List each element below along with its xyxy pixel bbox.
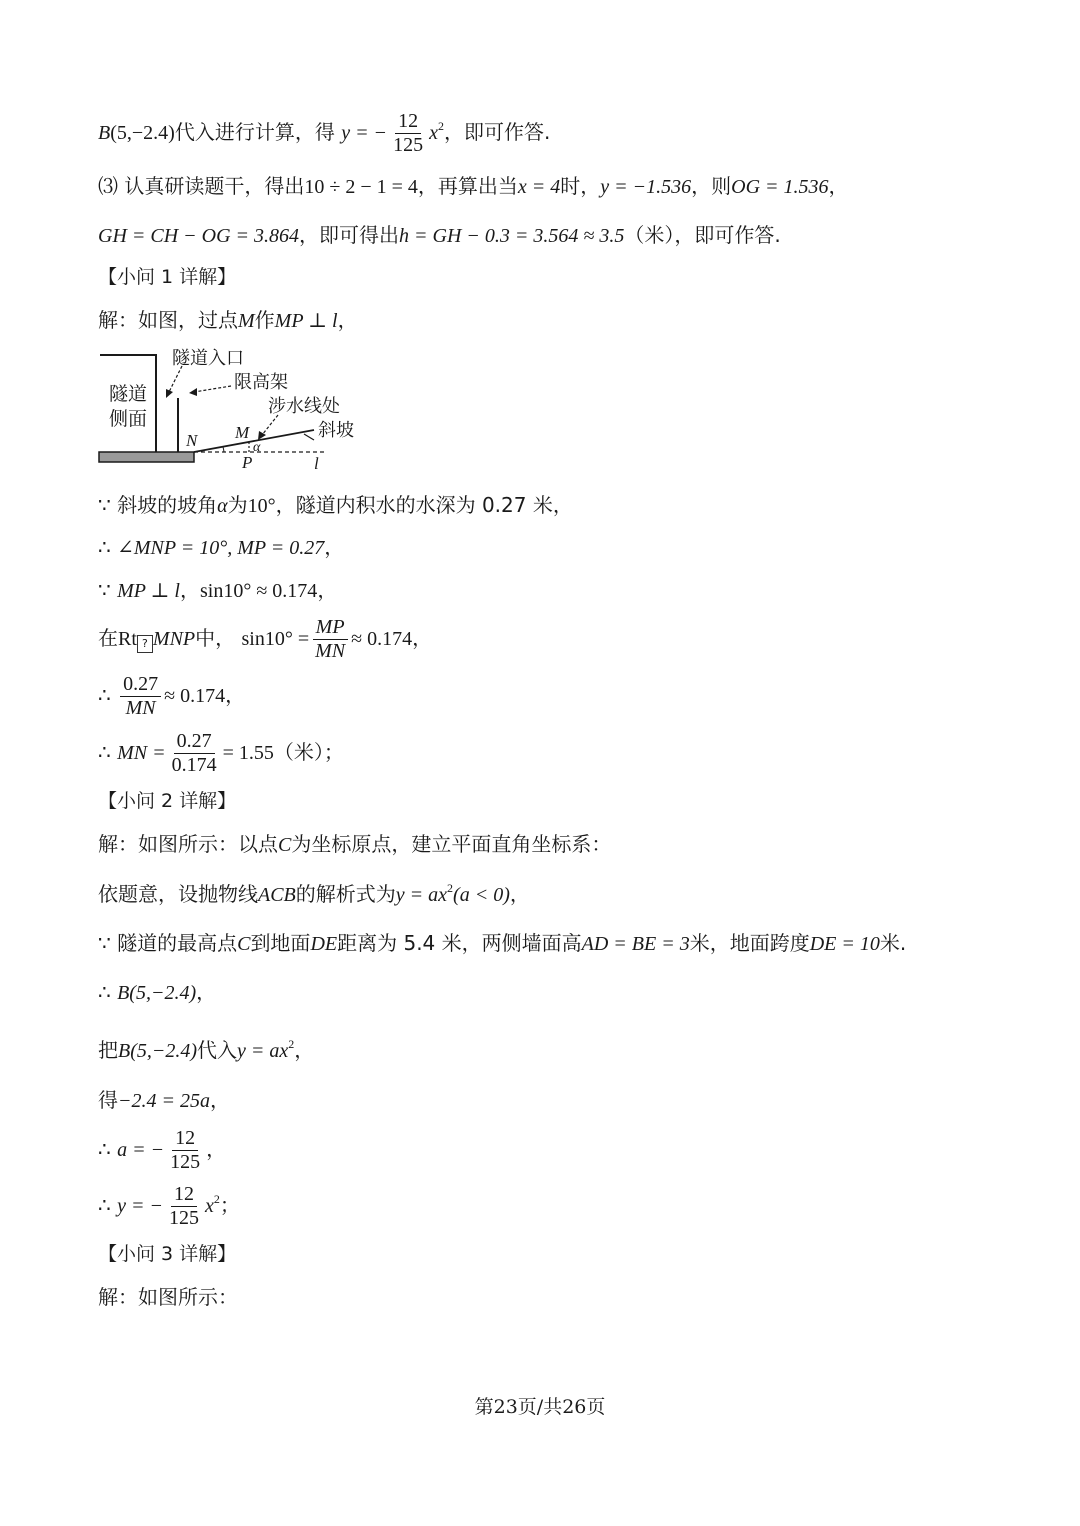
math: ≈ 0.174 [351, 628, 413, 650]
text: 时， [560, 174, 601, 198]
text-line-6 [98, 537, 344, 558]
text-line-18 [98, 1183, 240, 1230]
text: ∵ 隧道的最高点 [98, 931, 238, 955]
text: ， [509, 882, 530, 906]
label-M: M [235, 423, 250, 442]
text: ， [337, 308, 358, 332]
fraction-denominator: 125 [170, 1151, 201, 1173]
text: ， [294, 1038, 315, 1062]
therefore-symbol: ∴ [98, 982, 111, 1004]
exponent: 2 [213, 1192, 220, 1206]
text: ， [225, 683, 246, 707]
text: （米），即可作答. [624, 223, 781, 247]
heading-q2: 【小问 2 详解】 [98, 790, 237, 812]
text-line-1 [98, 110, 550, 157]
exponent: 2 [288, 1037, 295, 1051]
label-slope: 斜坡 [318, 420, 354, 441]
label-N: N [186, 431, 198, 450]
fraction-numerator: 12 [172, 1127, 198, 1151]
math: sin10° = [241, 628, 310, 650]
fraction [390, 110, 426, 157]
math: x = 4 [517, 176, 561, 198]
arrow-height-limit [194, 386, 231, 392]
text-line-19 [98, 1287, 238, 1307]
math: Rt [118, 628, 137, 650]
math: sin10° ≈ 0.174 [199, 580, 318, 602]
exponent: 2 [447, 881, 454, 895]
text: 在 [98, 626, 118, 650]
math: x [429, 122, 438, 144]
math: −2.4 = 25a [118, 1090, 210, 1112]
arrow-waterline [262, 415, 278, 435]
fraction-numerator: MP [313, 616, 348, 640]
page-footer: 第23页/共26页 [474, 1396, 606, 1418]
text-line-4 [98, 310, 358, 331]
fraction [312, 616, 348, 663]
slope-pointer [304, 434, 314, 440]
ground-block [99, 452, 194, 462]
math: a = − [117, 1139, 165, 1161]
math: MP ⊥ l [274, 310, 338, 332]
text: ； [219, 1193, 240, 1217]
label-P: P [242, 453, 253, 472]
text: 得 [98, 1088, 118, 1112]
text-line-12 [98, 882, 530, 905]
fraction-numerator: 12 [171, 1183, 197, 1207]
label-tunnel-entrance: 隧道入口 [172, 348, 244, 369]
text: ， [317, 578, 338, 602]
text-line-17 [98, 1127, 226, 1174]
fraction-numerator: 0.27 [120, 673, 161, 697]
math: 10° [247, 495, 276, 517]
math: AD = BE = 3 [581, 933, 690, 955]
math: = 1.55 [222, 742, 274, 764]
missing-glyph-box: ? [137, 635, 153, 653]
text: ， [210, 1088, 230, 1112]
text: 依题意，设抛物线 [98, 882, 258, 906]
text: ， [179, 578, 200, 602]
math: OG = 1.536 [731, 176, 829, 198]
therefore-symbol: ∴ [98, 1195, 111, 1217]
text: 解：如图，过点 [98, 308, 238, 332]
arrow-head [189, 388, 197, 396]
text: 米，地面跨度 [689, 931, 810, 955]
fraction-numerator: 12 [395, 110, 421, 134]
fraction-denominator: MN [315, 640, 346, 662]
exponent: 2 [437, 119, 444, 133]
arrow-entrance [168, 366, 182, 394]
math: DE [310, 933, 338, 955]
text: ， [206, 1137, 227, 1161]
fraction [120, 673, 161, 720]
fraction [167, 1127, 203, 1174]
math: 10 ÷ 2 − 1 = 4 [304, 176, 418, 198]
text: ∵ 斜坡的坡角 [98, 493, 218, 517]
math: h = GH − 0.3 = 3.564 ≈ 3.5 [399, 225, 625, 247]
math: MP ⊥ l [117, 580, 180, 602]
text: 为 [227, 493, 248, 517]
fraction-denominator: MN [125, 697, 156, 719]
math: C [237, 933, 251, 955]
text: ⑶ 认真研读题干，得出 [98, 174, 305, 198]
math: B(5,−2.4) [117, 982, 197, 1004]
text: ， [324, 535, 345, 559]
math: MNP [152, 628, 196, 650]
label-height-limit: 限高架 [234, 372, 288, 393]
text-line-8 [98, 616, 432, 663]
text: 中， [195, 626, 236, 650]
text-line-14 [98, 982, 216, 1003]
text: 解：如图所示： [98, 1285, 238, 1309]
math-point: (5,−2.4) [110, 122, 175, 144]
heading-q1: 【小问 1 详解】 [98, 266, 237, 288]
text: ， [196, 980, 217, 1004]
text: ，隧道内积水的水深为 0.27 米， [275, 493, 573, 517]
label-waterline: 涉水线处 [268, 396, 340, 417]
tunnel-slope-diagram [96, 340, 376, 475]
therefore-symbol: ∴ [98, 1139, 111, 1161]
math: ACB [258, 884, 296, 906]
label-l: l [314, 454, 319, 473]
math: GH = CH − OG = 3.864 [98, 225, 300, 247]
heading-q3: 【小问 3 详解】 [98, 1243, 237, 1265]
text-line-3 [98, 225, 781, 246]
text-line-10 [98, 730, 344, 777]
text-line-7 [98, 580, 337, 601]
text: 代入 [197, 1038, 238, 1062]
text: 代入进行计算，得 [174, 120, 335, 144]
text: 为坐标原点，建立平面直角坐标系： [291, 832, 612, 856]
text-line-9 [98, 673, 245, 720]
math: ∠MNP = 10°, MP = 0.27 [117, 537, 325, 559]
math: x [204, 1195, 214, 1217]
text-line-13 [98, 933, 906, 954]
therefore-symbol: ∴ [98, 742, 111, 764]
math: y = ax [395, 884, 448, 906]
math: B(5,−2.4) [118, 1040, 198, 1062]
math: y = ax [237, 1040, 289, 1062]
text: 解：如图所示：以点 [98, 832, 278, 856]
label-alpha: α [253, 440, 261, 455]
text-line-5 [98, 495, 573, 516]
text: ， [828, 174, 849, 198]
text: ， [412, 626, 433, 650]
text-line-2 [98, 176, 849, 197]
math: C [278, 834, 292, 856]
fraction [169, 730, 220, 777]
math: ≈ 0.174 [164, 685, 226, 707]
text: 把 [98, 1038, 118, 1062]
fraction-denominator: 125 [393, 134, 424, 156]
angle-arc [223, 447, 224, 452]
fraction-denominator: 125 [168, 1207, 199, 1229]
math: y = − [117, 1195, 163, 1217]
math: y = − [341, 122, 388, 144]
therefore-symbol: ∴ [98, 685, 111, 707]
fraction-denominator: 0.174 [171, 754, 217, 776]
math: y = −1.536 [600, 176, 692, 198]
text: 米. [879, 931, 907, 955]
math: (a < 0) [453, 884, 510, 906]
text: 的解析式为 [295, 882, 396, 906]
text: ，即可得出 [299, 223, 400, 247]
text: 到地面 [250, 931, 311, 955]
fraction-numerator: 0.27 [174, 730, 215, 754]
math-B: B [98, 122, 111, 144]
math: M [238, 310, 255, 332]
therefore-symbol: ∴ [98, 537, 111, 559]
text: 作 [254, 308, 275, 332]
text: ，即可作答. [443, 120, 551, 144]
text-line-11 [98, 834, 611, 855]
fraction [166, 1183, 202, 1230]
text: （米）； [273, 740, 344, 764]
math: DE = 10 [809, 933, 880, 955]
because-symbol: ∵ [98, 580, 111, 602]
label-tunnel-side-1: 隧道 [108, 383, 148, 405]
text: 距离为 5.4 米，两侧墙面高 [337, 931, 582, 955]
text: ，则 [691, 174, 732, 198]
math: MN = [117, 742, 166, 764]
text-line-16 [98, 1090, 230, 1111]
label-tunnel-side-2: 侧面 [108, 408, 148, 430]
math: α [217, 495, 228, 517]
text: ，再算出当 [417, 174, 518, 198]
text-line-15 [98, 1038, 314, 1061]
